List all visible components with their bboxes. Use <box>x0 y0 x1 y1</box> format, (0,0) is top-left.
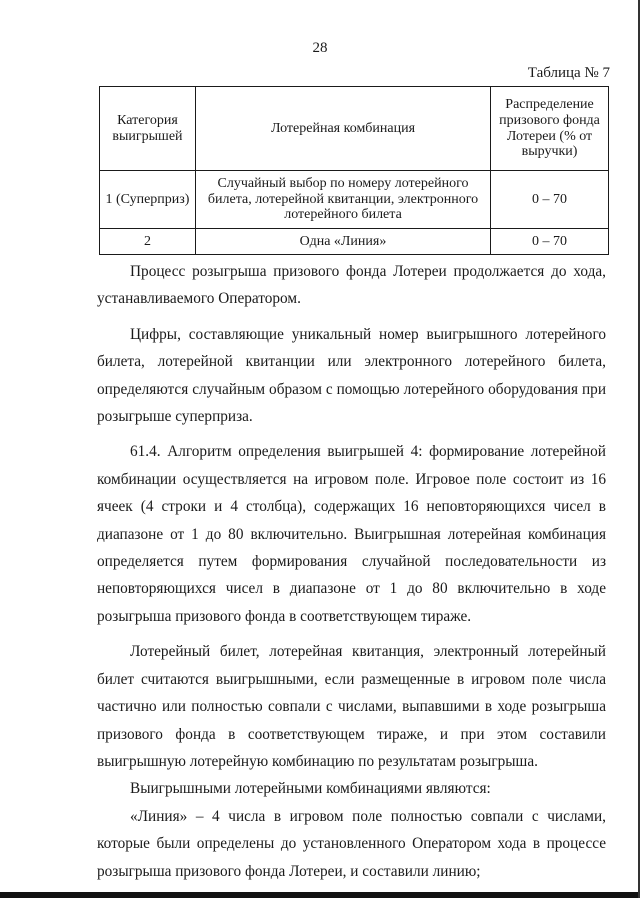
paragraph: Процесс розыгрыша призового фонда Лотереи продолжается до хода, устанавливаемого Оператором. <box>97 263 606 308</box>
prize-distribution-table <box>99 86 609 255</box>
table-header-row <box>100 87 609 171</box>
page-number: 28 <box>312 40 328 56</box>
cell-distribution: 0 – 70 <box>491 229 609 255</box>
header-category: Категория выигрышей <box>100 87 196 171</box>
header-combination: Лотерейная комбинация <box>195 87 490 171</box>
cell-combination: Одна «Линия» <box>195 229 490 255</box>
cell-category: 1 (Суперприз) <box>100 171 196 229</box>
scan-edge-bottom <box>0 892 640 898</box>
cell-category: 2 <box>100 229 196 255</box>
paragraph: Цифры, составляющие уникальный номер выигрышного лотерейного билета, лотерейной квитанции или электронного лотерейного билета, определяются случайным образом с помощью лотерейного оборудования при розыгрыше суперприза. <box>97 325 606 426</box>
paragraph: «Линия» – 4 числа в игровом поле полностью совпали с числами, которые были определены до установленного Оператором хода в процессе розыгрыша призового фонда Лотереи, и составили линию; <box>97 807 606 880</box>
cell-combination: Случайный выбор по номеру лотерейного билета, лотерейной квитанции, электронного лотерейного билета <box>195 171 490 229</box>
paragraph: Лотерейный билет, лотерейная квитанция, электронный лотерейный билет считаются выигрышными, если размещенные в игровом поле числа частично или полностью совпали с числами, выпавшими в ходе розыгрыша призового фонда в соответствующем тираже, и при этом составили выигрышную лотерейную комбинацию по результатам розыгрыша. <box>97 643 606 770</box>
paragraph: Выигрышными лотерейными комбинациями являются: <box>130 780 491 798</box>
cell-distribution: 0 – 70 <box>491 171 609 229</box>
table-row <box>100 229 609 255</box>
table-row <box>100 171 609 229</box>
table-label: Таблица № 7 <box>527 65 610 81</box>
body-text <box>97 258 606 885</box>
paragraph: 61.4. Алгоритм определения выигрышей 4: формирование лотерейной комбинации осуществляется на игровом поле. Игровое поле состоит из 16 ячеек (4 строки и 4 столбца), содержащих 16 неповторяющихся чисел в диапазоне от 1 до 80 включительно. Выигрышная лотерейная комбинация определяется путем формирования случайной последовательности из неповторяющихся чисел в диапазоне от 1 до 80 включительно в ходе розыгрыша призового фонда в соответствующем тираже. <box>97 443 606 625</box>
header-distribution: Распределение призового фонда Лотереи (% от выручки) <box>491 87 609 171</box>
